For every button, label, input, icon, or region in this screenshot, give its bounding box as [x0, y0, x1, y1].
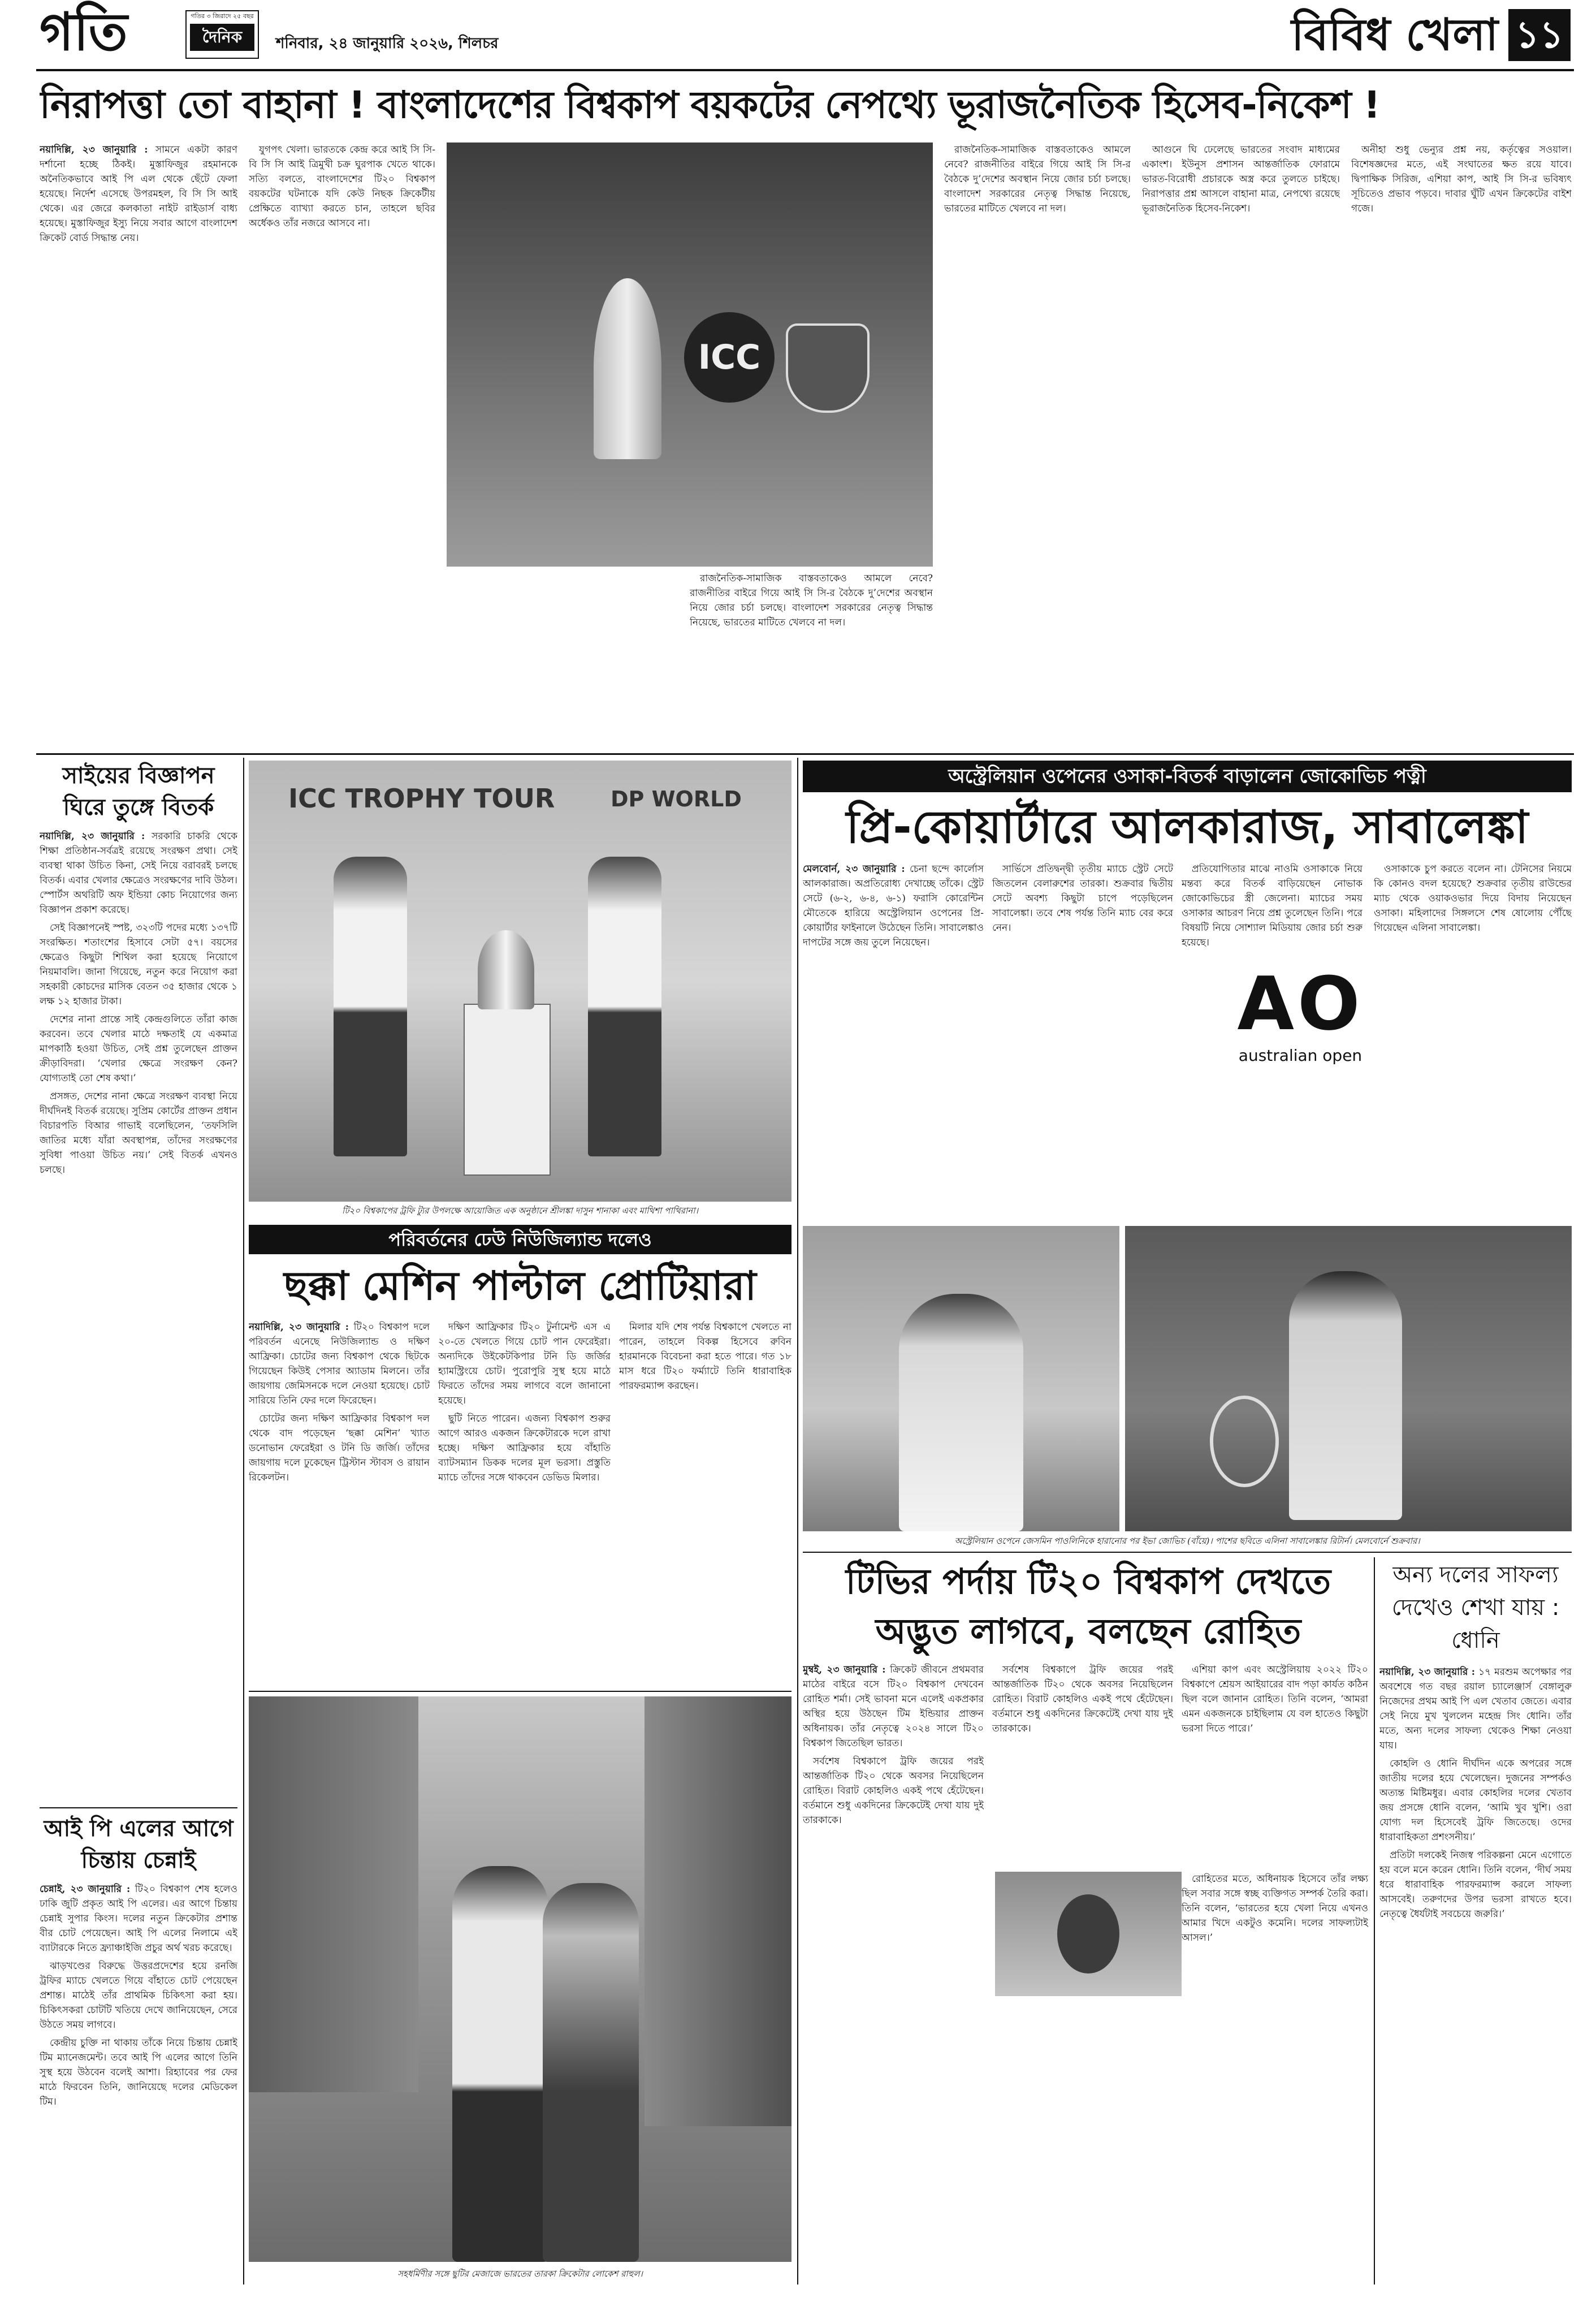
- ao-story-column-2: [992, 862, 1173, 1224]
- badge-label: দৈনিক: [190, 24, 254, 51]
- nz-paragraph: মিলার যদি শেষ পর্যন্ত বিশ্বকাপে খেলতে না পারেন, তাহলে বিকল্প হিসেবে রুবিন হারমানকে বিবেচনা করা হতে পারে। গত ১৮ মাস ধরে টি২০ ফর্ম্যাটে তিনি ধারাবাহিক পারফরম্যান্স করছেন।: [619, 1322, 791, 1392]
- ao-paragraph: চেনা ছন্দে কার্লোস আলকারাজ। অপ্রতিরোধ্য দেখাচ্ছে তাঁকে। স্ট্রেট সেটে (৬-২, ৬-৪, ৬-১) ফরাসি কোরেন্টিন মৌতেকে হারিয়ে অস্ট্রেলিয়ান ওপেনের প্রি-কোয়ার্টার ফাইনালে উঠেছেন তিনি। সাবালেঙ্কাও দাপটের সঙ্গে জয় তুলে নিয়েছেন।: [803, 863, 984, 948]
- trophy-tour-photo: [249, 761, 791, 1202]
- masthead: [0, 0, 1596, 68]
- tennis-photo-left: [803, 1226, 1119, 1531]
- nz-paragraph: ছুটি নিতে পারেন। এজন্য বিশ্বকাপ শুরুর আগে আরও একজন ক্রিকেটারকে দলে রাখা হচ্ছে। দক্ষিণ আফ্রিকার হয়ে বাঁহাতি ব্যাটসম্যান ডিকক দলের মূল ভরসা। প্রস্তুতি ম্যাচে তাঁদের সঙ্গে থাকবেন ডেভিড মিলার।: [438, 1413, 611, 1483]
- lead-column-2: [249, 142, 435, 748]
- trophy-tour-banner: ICC TROPHY TOUR: [288, 783, 555, 814]
- rohit-column-1: [803, 1662, 984, 2285]
- sidebar-bottom-paragraph: টি২০ বিশ্বকাপ শেষ হলেও ঢাকি জুটি প্রকৃত আই পি এলের। এর আগে চিন্তায় চেন্নাই সুপার কিংস। দলের নতুন ক্রিকেটার প্রশান্ত বীর চোট পেয়েছেন। আই পি এলের নিলামে এই ব্যাটারকে নিতে ফ্র্যাঞ্চাইজি প্রচুর অর্থ খরচ করেছে।: [40, 1884, 237, 1954]
- nz-story-column-3: [619, 1320, 791, 1682]
- nz-story-column-2: [438, 1320, 611, 1682]
- lead-column-4: [944, 142, 1131, 748]
- nz-paragraph: চোটের জন্য দক্ষিণ আফ্রিকার বিশ্বকাপ দল থেকে বাদ পড়েছেন ‘ছক্কা মেশিন’ খ্যাত ডনোভান ফেরেইরা ও টনি ডি জর্জি। তাঁদের জায়গায় দলে ঢুকেছেন ট্রিস্টান স্টাবস ও রায়ান রিকেলটন।: [249, 1413, 430, 1483]
- rohit-paragraph: সর্বশেষ বিশ্বকাপে ট্রফি জয়ের পরই আন্তর্জাতিক টি২০ থেকে অবসর নিয়েছিলেন রোহিত। বিরাট কোহলিও একই পথে হেঁটেছেন। বর্তমানে শুধু একদিনের ক্রিকেটেই দেখা যায় দুই তারকাকে।: [992, 1664, 1173, 1734]
- paper-logo[interactable]: গতি: [40, 2, 128, 62]
- rohit-headline-line1: টিভির পর্দায় টি২০ বিশ্বকাপ দেখতে: [845, 1561, 1331, 1602]
- person-man: [452, 1866, 548, 2262]
- icc-logo-text: ICC: [684, 312, 775, 403]
- ao-story-column-1: [803, 862, 984, 1224]
- badge-tagline: গতির ৩ জিরাদে ২৫ বছর: [191, 12, 254, 20]
- rohit-column-3: [1182, 1662, 1368, 1866]
- dhoni-paragraph: কোহলি ও ধোনি দীর্ঘদিন একে অপরের সঙ্গে জাতীয় দলের হয়ে খেলেছেন। দুজনের সম্পর্কও অত্যন্ত মিষ্টিমধুর। এবার কোহলির দলের খেতাব জয় প্রসঙ্গে ধোনি বলেন, ‘আমি খুব খুশি। ওরা যোগ্য দল হিসেবেই ট্রফি জিতেছে। ওদের ধারাবাহিকতা প্রশংসনীয়।’: [1379, 1758, 1572, 1843]
- player-returning: [1289, 1271, 1402, 1520]
- tennis-caption: অস্ট্রেলিয়ান ওপেনে জেসমিন পাওলিনিকে হারানোর পর ইভা জোভিচ (বাঁয়ে)। পাশের ছবিতে এলিনা সাবালেঙ্কার রিটার্ন। মেলবোর্নে শুক্রবার।: [954, 1536, 1420, 1546]
- masthead-badge: [185, 10, 259, 59]
- dateline: শনিবার, ২৪ জানুয়ারি ২০২৬, শিলচর: [276, 35, 499, 52]
- sidebar-vertical-rule: [243, 758, 244, 2285]
- lead-dateline: নয়াদিল্লি, ২৩ জানুয়ারি :: [40, 144, 148, 156]
- lead-headline: নিরাপত্তা তো বাহানা ! বাংলাদেশের বিশ্বকাপ বয়কটের নেপথ্যে ভূরাজনৈতিক হিসেব-নিকেশ !: [40, 83, 1380, 127]
- tennis-bottom-rule: [803, 1552, 1572, 1553]
- rohit-paragraph: রোহিতের মতে, অধিনায়ক হিসেবে তাঁর লক্ষ্য ছিল সবার সঙ্গে স্বচ্ছ ব্যক্তিগত সম্পর্ক তৈরি করা। তিনি বলেন, ‘ভারতের হয়ে খেলা নিয়ে এখনও আমার খিদে একটুও কমেনি। দলের সাফল্যটাই আসল।’: [1182, 1873, 1368, 1944]
- sidebar-divider: [40, 1807, 237, 1808]
- dhoni-headline: অন্য দলের সাফল্য দেখেও শেখা যায় : ধোনি: [1391, 1562, 1560, 1653]
- rohit-face: [1057, 1894, 1119, 1974]
- sidebar-top-body: [40, 829, 237, 1802]
- tennis-racket: [1210, 1396, 1279, 1487]
- player-celebrating: [899, 1294, 1023, 1531]
- rohit-dateline: মুম্বই, ২৩ জানুয়ারি :: [803, 1664, 886, 1675]
- section-title: বিবিধ খেলা: [1291, 10, 1498, 61]
- sidebar-top-paragraph: সরকারি চাকরি থেকে শিক্ষা প্রতিষ্ঠান-সর্বত্রই রয়েছে সংরক্ষণ প্রথা। সেই ব্যবস্থা থাকা উচিত কিনা, সেই নিয়ে বরাবরই চলছে বিতর্ক। এবার খেলার ক্ষেত্রেও সংরক্ষণের দাবি উঠল। স্পোর্টস অথরিটি অফ ইন্ডিয়া কোচ নিয়োগের জন্য বিজ্ঞাপন প্রকাশ করেছে।: [40, 831, 237, 916]
- lead-column-6: [1351, 142, 1572, 748]
- nz-story-kicker: পরিবর্তনের ঢেউ নিউজিল্যান্ড দলেও: [249, 1225, 791, 1254]
- lead-bottom-rule: [36, 753, 1574, 755]
- nz-dateline: নয়াদিল্লি, ২৩ জানুয়ারি :: [249, 1322, 349, 1333]
- player-figure-right: [588, 857, 661, 1156]
- dhoni-body: [1379, 1665, 1572, 2285]
- dhoni-paragraph: ১৭ মরশুম অপেক্ষার পর অবশেষে গত বছর রয়াল চ্যালেঞ্জার্স বেঙ্গালুরু নিজেদের প্রথম আই পি এল খেতাব জেতে। এবার সেই নিয়ে মুখ খুললেন মহেন্দ্র সিং ধোনি। তাঁর মতে, অন্য দলের সাফল্য থেকেও শিক্ষা নেওয়া যায়।: [1379, 1666, 1572, 1751]
- rohit-photo: [995, 1872, 1182, 1996]
- sidebar-bottom-headline: আই পি এলের আগে চিন্তায় চেন্নাই: [44, 1816, 233, 1873]
- rohit-paragraph: ক্রিকেট জীবনে প্রথমবার মাঠের বাইরে বসে টি২০ বিশ্বকাপ দেখবেন রোহিত শর্মা। সেই ভাবনা মনে এলেই একপ্রকার অস্থির হয়ে উঠছেন টিম ইন্ডিয়ার প্রাক্তন অধিনায়ক। তাঁর নেতৃত্বে ২০২৪ সালে টি২০ বিশ্বকাপ জিতেছিল ভারত।: [803, 1664, 984, 1749]
- ao-logo: [1221, 961, 1379, 1074]
- trophy-figure: [478, 930, 534, 1009]
- ao-story-headline: প্রি-কোয়ার্টারে আলকারাজ, সাবালেঙ্কা: [846, 801, 1529, 853]
- sidebar-bottom-paragraph: ঝাড়খণ্ডের বিরুদ্ধে উত্তরপ্রদেশের হয়ে রনজি ট্রফির ম্যাচে খেলতে গিয়ে বাঁহাতে চোট পেয়েছেন প্রশান্ত। মাঠেই তাঁর প্রাথমিক চিকিৎসা করা হয়। চিকিৎসকরা চোটটি খতিয়ে দেখে জানিয়েছেন, সেরে উঠতে সময় লাগবে।: [40, 1960, 237, 2031]
- lead-paragraph: আগুনে ঘি ঢেলেছে ভারতের সংবাদ মাধ্যমের একাংশ। ইউনুস প্রশাসন আন্তর্জাতিক ফোরামে ভারত-বিরোধী প্রচারকে অস্ত্র করে তুলতে চাইছে। নিরাপত্তার প্রশ্ন আসলে বাহানা মাত্র, নেপথ্যে রয়েছে ভূরাজনৈতিক হিসেব-নিকেশ।: [1142, 144, 1340, 214]
- sidebar-bottom-dateline: চেন্নাই, ২৩ জানুয়ারি :: [40, 1884, 131, 1895]
- ao-paragraph: ওসাকাকে চুপ করতে বলেন না। টেনিসের নিয়মে কি কোনও বদল হয়েছে? শুক্রবার তৃতীয় রাউন্ডের ম্যাচ থেকে ওয়াকওভার দিয়ে বিদায় নিয়েছেন ওসাকা। মহিলাদের সিঙ্গলসে শেষ ষোলোয় পৌঁছে গিয়েছেন এলিনা সাবালেঙ্কা।: [1374, 863, 1572, 934]
- page-number: ১১: [1508, 9, 1571, 61]
- lead-paragraph: রাজনৈতিক-সামাজিক বাস্তবতাকেও আমলে নেবে? রাজনীতির বাইরে গিয়ে আই সি সি-র বৈঠকে দু’দেশের অবস্থান নিয়ে জোর চর্চা চলছে। বাংলাদেশ সরকারের নেতৃত্ব সিদ্ধান্ত নিয়েছে, ভারতের মাটিতে খেলবে না দল।: [944, 144, 1131, 214]
- bcb-emblem: [786, 323, 870, 413]
- icc-trophy-photo: [447, 142, 933, 567]
- nz-bottom-rule: [249, 1691, 791, 1692]
- dhoni-vertical-rule: [1374, 1557, 1375, 2285]
- ao-paragraph: সার্ভিসে প্রতিদ্বন্দ্বী তৃতীয় ম্যাচে স্ট্রেট সেটে জিতলেন বেলারুশের তারকা। শুক্রবার দ্বিতীয় সেটে অবশ্য কিছুটা চাপে পড়েছিলেন সাবালেঙ্কা। তবে শেষ পর্যন্ত তিনি ম্যাচ বের করে নেন।: [992, 863, 1173, 934]
- building-right: [645, 1696, 791, 2126]
- trophy-shape: [594, 278, 661, 459]
- rohit-paragraph: এশিয়া কাপ এবং অস্ট্রেলিয়ায় ২০২২ টি২০ বিশ্বকাপে শ্রেয়স আইয়ারের বাদ পড়া কার্যত কঠিন ছিল বলে জানান রোহিত। তিনি বলেন, ‘আমরা এমন একজনকে চাইছিলাম যে বল হাতেও কিছুটা ভরসা দিতে পারে।’: [1182, 1664, 1368, 1734]
- dhoni-paragraph: প্রতিটা দলকেই নিজস্ব পরিকল্পনা মেনে এগোতে হয় বলে মনে করেন ধোনি। তিনি বলেন, ‘দীর্ঘ সময় ধরে ধারাবাহিক পারফরম্যান্স করলে সাফল্য আসবেই। তরুণদের উপর ভরসা রাখতে হবে। নেতৃত্বে ধৈর্যটাই সবচেয়ে জরুরি।’: [1379, 1850, 1572, 1920]
- ao-logo-subtitle: australian open: [1238, 1046, 1363, 1065]
- sidebar-bottom-body: [40, 1882, 237, 2278]
- rohit-headline-line2: অদ্ভুত লাগবে, বলছেন রোহিত: [875, 1610, 1301, 1652]
- sidebar-top-dateline: নয়াদিল্লি, ২৩ জানুয়ারি :: [40, 831, 145, 842]
- ao-story-column-4: [1374, 862, 1572, 1224]
- sidebar-top-headline: সাইয়ের বিজ্ঞাপন ঘিরে তুঙ্গে বিতর্ক: [62, 763, 215, 821]
- ao-logo-mark: AO: [1237, 961, 1364, 1047]
- tennis-photo-right: [1125, 1226, 1572, 1531]
- dhoni-dateline: নয়াদিল্লি, ২৩ জানুয়ারি :: [1379, 1666, 1476, 1678]
- masthead-rule: [36, 69, 1574, 71]
- lead-column-1: [40, 142, 237, 748]
- lead-paragraph: রাজনৈতিক-সামাজিক বাস্তবতাকেও আমলে নেবে? রাজনীতির বাইরে গিয়ে আই সি সি-র বৈঠকে দু’দেশের অবস্থান নিয়ে জোর চর্চা চলছে। বাংলাদেশ সরকারের নেতৃত্ব সিদ্ধান্ত নিয়েছে, ভারতের মাটিতে খেলবে না দল।: [690, 573, 933, 628]
- lead-paragraph: অনীহা শুধু ভেন্যুর প্রশ্ন নয়, কর্তৃত্বের সওয়াল। বিশেষজ্ঞদের মতে, এই সংঘাতের ক্ষত রয়ে যাবে। দ্বিপাক্ষিক সিরিজ, এশিয়া কাপ, আই সি সি-র ভবিষ্যৎ সূচিতেও প্রভাব পড়বে। দাবার ঘুঁটি এখন ক্রিকেটের বাইশ গজে।: [1351, 144, 1572, 214]
- couple-caption: সহধর্মিণীর সঙ্গে ছুটির মেজাজে ভারতের তারকা ক্রিকেটার লোকেশ রাহুল।: [397, 2269, 643, 2279]
- center-vertical-rule: [797, 758, 798, 2285]
- sidebar-top-paragraph: প্রসঙ্গত, দেশের নানা ক্ষেত্রে সংরক্ষণ ব্যবস্থা নিয়ে দীর্ঘদিনই বিতর্ক রয়েছে। সুপ্রিম কোর্টের প্রাক্তন প্রধান বিচারপতি বিআর গাভাই বলেছিলেন, ‘তফসিলি জাতির মধ্যে যাঁরা অবস্থাপন্ন, তাঁদের সংরক্ষণের সুবিধা পাওয়া উচিত নয়।’ সেই বিতর্ক এখনও চলছে।: [40, 1091, 237, 1176]
- ao-dateline: মেলবোর্ন, ২৩ জানুয়ারি :: [803, 863, 905, 875]
- lead-column-3: [690, 571, 933, 748]
- sidebar-top-paragraph: সেই বিজ্ঞাপনেই স্পষ্ট, ৩২৩টি পদের মধ্যে ১৩৭টি সংরক্ষিত। শতাংশের হিসাবে সেটা ৫৭। বয়সের ক্ষেত্রেও কিছুটা শিথিল করা হয়েছে নিয়োগে নিয়মাবলি। জানা গিয়েছে, নতুন করে নিয়োগ করা সহকারী কোচদের মাসিক বেতন ৩৫ হাজার থেকে ১ লক্ষ ১২ হাজার টাকা।: [40, 922, 237, 1007]
- nz-paragraph: দক্ষিণ আফ্রিকার টি২০ টুর্নামেন্ট এস এ ২০-তে খেলতে গিয়ে চোট পান ফেরেইরা। অন্যদিকে উইকেটকিপার টনি ডি জর্জির হ্যামস্ট্রিংয়ে চোট। পুরোপুরি সুস্থ হয়ে মাঠে ফিরতে তাঁদের সময় লাগবে বলে জানানো হয়েছে।: [438, 1322, 611, 1406]
- couple-photo: [249, 1696, 791, 2262]
- ao-story-kicker: অস্ট্রেলিয়ান ওপেনের ওসাকা-বিতর্ক বাড়ালেন জোকোভিচ পত্নী: [803, 761, 1572, 792]
- trophy-tour-caption: টি২০ বিশ্বকাপের ট্রফি ট্যুর উপলক্ষে আয়োজিত এক অনুষ্ঠানে শ্রীলঙ্কা দাসুন শানাকা এবং মাথিশা পাথিরানা।: [342, 1206, 698, 1216]
- lead-column-5: [1142, 142, 1340, 748]
- building-left: [249, 1696, 418, 2092]
- rohit-column-4: [1182, 1872, 1368, 2285]
- nz-paragraph: টি২০ বিশ্বকাপ দলে পরিবর্তন এনেছে নিউজিল্যান্ড ও দক্ষিণ আফ্রিকা। চোটের জন্য বিশ্বকাপ থেকে ছিটকে গিয়েছেন কিউই পেসার অ্যাডাম মিলনে। তাঁর জায়গায় জেমিসনকে দলে নেওয়া হয়েছে। চোট সারিয়ে তিনি ফের দলে ফিরেছেন।: [249, 1322, 430, 1406]
- sidebar-top-paragraph: দেশের নানা প্রান্তে সাই কেন্দ্রগুলিতে তাঁরা কাজ করবেন। তবে খেলার মাঠে দক্ষতাই যে একমাত্র মাপকাঠি হওয়া উচিত, সেই প্রশ্ন তুলেছেন প্রাক্তন ক্রীড়াবিদরা। ‘খেলার ক্ষেত্রে সংরক্ষণ কেন? যোগ্যতাই তো শেষ কথা।’: [40, 1014, 237, 1084]
- nz-story-headline: ছক্কা মেশিন পাল্টাল প্রোটিয়ারা: [284, 1263, 756, 1309]
- rohit-paragraph: সর্বশেষ বিশ্বকাপে ট্রফি জয়ের পরই আন্তর্জাতিক টি২০ থেকে অবসর নিয়েছিলেন রোহিত। বিরাট কোহলিও একই পথে হেঁটেছেন। বর্তমানে শুধু একদিনের ক্রিকেটেই দেখা যায় দুই তারকাকে।: [803, 1756, 984, 1826]
- sponsor-logo: DP WORLD: [611, 787, 742, 811]
- trophy-pedestal: [464, 1004, 551, 1176]
- lead-paragraph: সামনে একটা কারণ দর্শানো হচ্ছে ঠিকই। মুস্তাফিজুর রহমানকে অনৈতিকভাবে আই পি এল থেকে ছেঁটে ফেলা হয়েছে। নির্দেশ এসেছে উপরমহল, বি সি সি আই থেকে। এর জেরে কলকাতা নাইট রাইডার্স বাধ্য হয়েছে। মুস্তাফিজুর ইস্যু নিয়ে সবার আগে বাংলাদেশ ক্রিকেট বোর্ড সিদ্ধান্ত নেয়।: [40, 144, 237, 244]
- lead-paragraph: যুগপৎ খেলা। ভারতকে কেন্দ্র করে আই সি সি-বি সি সি আই ত্রিমুখী চক্র ঘুরপাক খেতে থাকে। সত্যি বলতে, বাংলাদেশের টি২০ বিশ্বকাপ বয়কটের ঘটনাকে যদি কেউ নিছক ক্রিকেটীয় প্রেক্ষিতে ব্যাখ্যা করতে চান, তাহলে ছবির অর্ধেকও তাঁর নজরে আসবে না।: [249, 144, 435, 229]
- ao-paragraph: প্রতিযোগিতার মাঝে নাওমি ওসাকাকে নিয়ে মন্তব্য করে বিতর্ক বাড়িয়েছেন নোভাক জোকোভিচের স্ত্রী জেলেনা। ম্যাচের সময় ওসাকার আচরণ নিয়ে প্রশ্ন তুলেছেন তিনি। পরে বিষয়টি নিয়ে সোশ্যাল মিডিয়ায় জোর চর্চা শুরু হয়েছে।: [1182, 863, 1363, 948]
- player-figure-left: [334, 857, 407, 1156]
- nz-story-column-1: [249, 1320, 430, 1682]
- person-woman: [543, 1883, 639, 2262]
- sidebar-bottom-paragraph: কেন্দ্রীয় চুক্তি না থাকায় তাঁকে নিয়ে চিন্তায় চেন্নাই টিম ম্যানেজমেন্ট। তবে আই পি এলের আগে তিনি সুস্থ হয়ে উঠবেন বলেই আশা। রিহ্যাবের পর ফের মাঠে ফিরবেন তিনি, জানিয়েছে দলের মেডিকেল টিম।: [40, 2037, 237, 2108]
